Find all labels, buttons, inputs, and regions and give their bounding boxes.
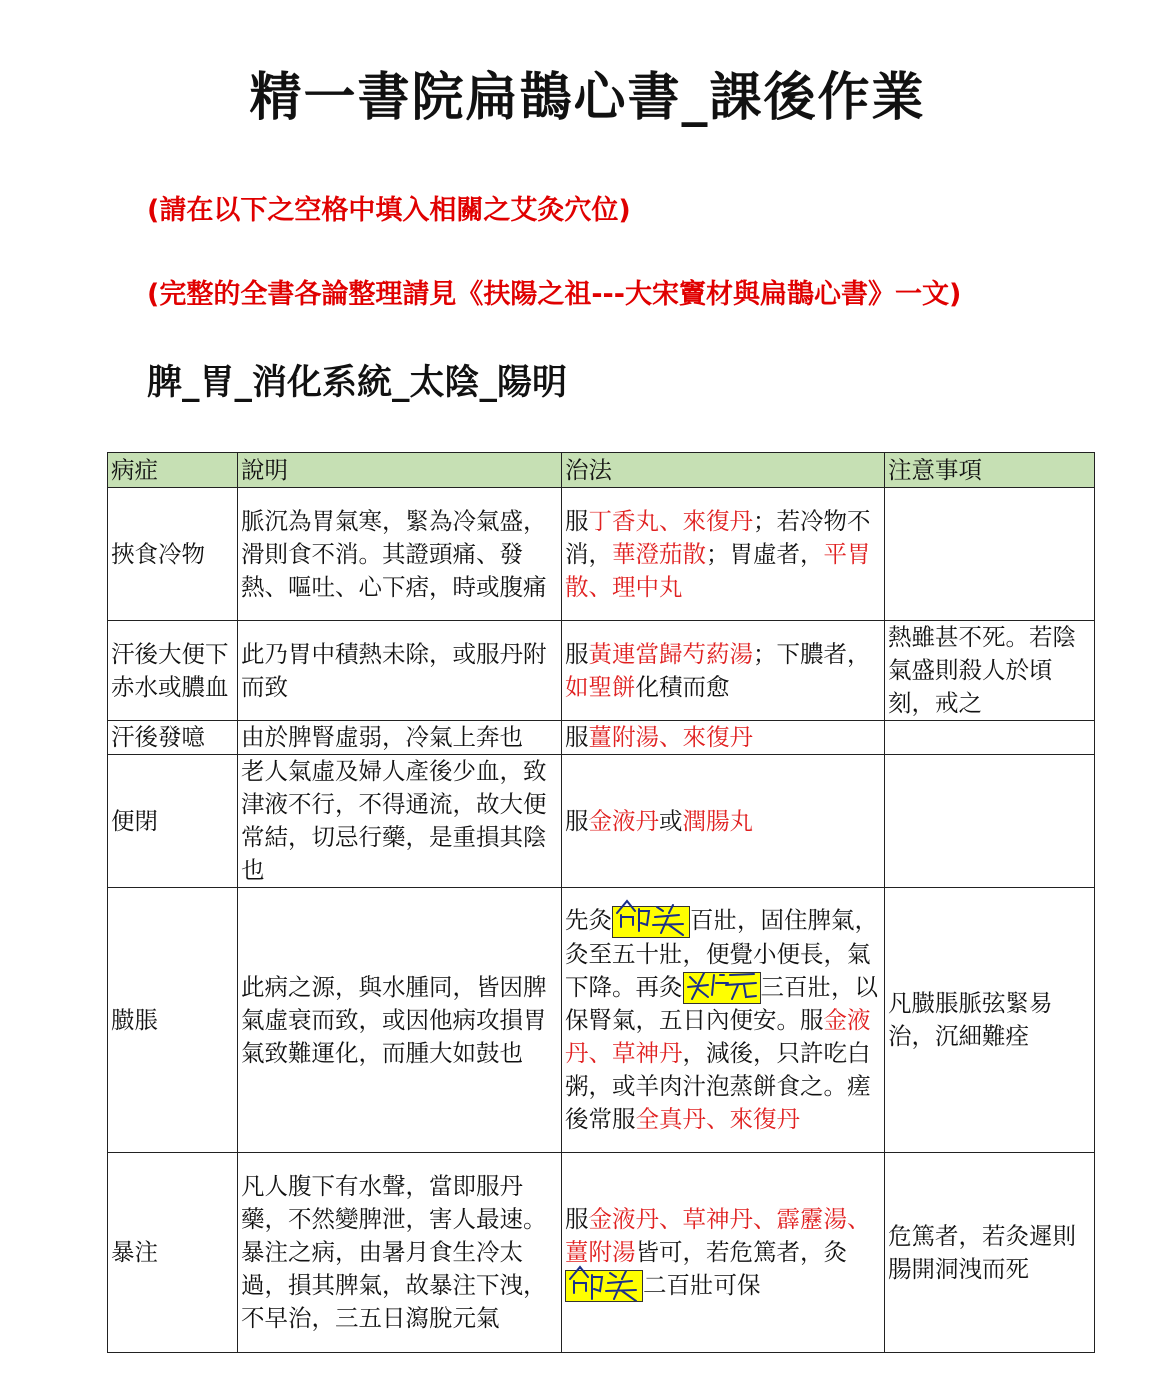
symptom-cell: 挾食冷物 — [108, 488, 238, 621]
handwritten-acupoint-answer — [612, 906, 690, 938]
table-row — [108, 755, 1095, 888]
column-header: 說明 — [238, 453, 562, 488]
note-cell: 危篤者，若灸遲則腸開洞洩而死 — [885, 1153, 1095, 1353]
description-cell: 老人氣虛及婦人產後少血，致津液不行，不得通流，故大便常結，切忌行藥，是重損其陰也 — [238, 755, 562, 888]
note-cell — [885, 488, 1095, 621]
handwritten-acupoint-answer — [683, 972, 761, 1004]
treatment-cell: 服金液丹或潤腸丸 — [562, 755, 885, 888]
symptom-cell: 汗後發噫 — [108, 721, 238, 755]
note-cell — [885, 755, 1095, 888]
symptom-cell: 便閉 — [108, 755, 238, 888]
table-row — [108, 621, 1095, 721]
column-header: 注意事項 — [885, 453, 1095, 488]
section-heading: 脾_胃_消化系統_太陰_陽明 — [147, 363, 568, 403]
treatment-cell: 服薑附湯、來復丹 — [562, 721, 885, 755]
symptom-cell: 臌脹 — [108, 888, 238, 1153]
description-cell: 此乃胃中積熱未除，或服丹附而致 — [238, 621, 562, 721]
note-cell: 凡臌脹脈弦緊易治，沉細難痊 — [885, 888, 1095, 1153]
table-row — [108, 1153, 1095, 1353]
description-cell: 此病之源，與水腫同，皆因脾氣虛衰而致，或因他病攻損胃氣致難運化，而腫大如鼓也 — [238, 888, 562, 1153]
column-header: 病症 — [108, 453, 238, 488]
note-cell: 熱雖甚不死。若陰氣盛則殺人於頃刻，戒之 — [885, 621, 1095, 721]
page-title: 精一書院扁鵲心書_課後作業 — [249, 68, 926, 128]
column-header: 治法 — [562, 453, 885, 488]
table-row — [108, 721, 1095, 755]
symptom-cell: 暴注 — [108, 1153, 238, 1353]
treatment-cell: 先灸 百壯，固住脾氣，灸至五十壯，便覺小便長，氣下降。再灸 三百壯，以保腎氣，五日內便安。服金液丹、草神丹，減後，只許吃白粥，或羊肉汁泡蒸餅食之。瘥後常服全真丹、來復丹 — [562, 888, 885, 1153]
treatment-cell: 服金液丹、草神丹、霹靂湯、薑附湯皆可，若危篤者，灸 二百壯可保 — [562, 1153, 885, 1353]
description-cell: 凡人腹下有水聲，當即服丹藥，不然變脾泄，害人最速。暴注之病，由暑月食生冷太過，損其脾氣，故暴注下洩，不早治，三五日瀉脫元氣 — [238, 1153, 562, 1353]
symptom-cell: 汗後大便下赤水或膿血 — [108, 621, 238, 721]
table-row — [108, 488, 1095, 621]
handwritten-acupoint-answer — [565, 1270, 643, 1302]
note-cell — [885, 721, 1095, 755]
description-cell: 脈沉為胃氣寒，緊為冷氣盛，滑則食不消。其證頭痛、發熱、嘔吐、心下痞，時或腹痛 — [238, 488, 562, 621]
treatment-cell: 服丁香丸、來復丹；若冷物不消，華澄茄散；胃虛者，平胃散、理中丸 — [562, 488, 885, 621]
homework-table — [107, 452, 1095, 1353]
table-header-row — [108, 453, 1095, 488]
treatment-cell: 服黃連當歸芍葯湯；下膿者，如聖餅化積而愈 — [562, 621, 885, 721]
reference-note: (完整的全書各論整理請見《扶陽之祖---大宋竇材與扁鵲心書》一文) — [147, 279, 962, 310]
instruction-note: (請在以下之空格中填入相關之艾灸穴位) — [147, 195, 631, 226]
table-row — [108, 888, 1095, 1153]
description-cell: 由於脾腎虛弱，冷氣上奔也 — [238, 721, 562, 755]
